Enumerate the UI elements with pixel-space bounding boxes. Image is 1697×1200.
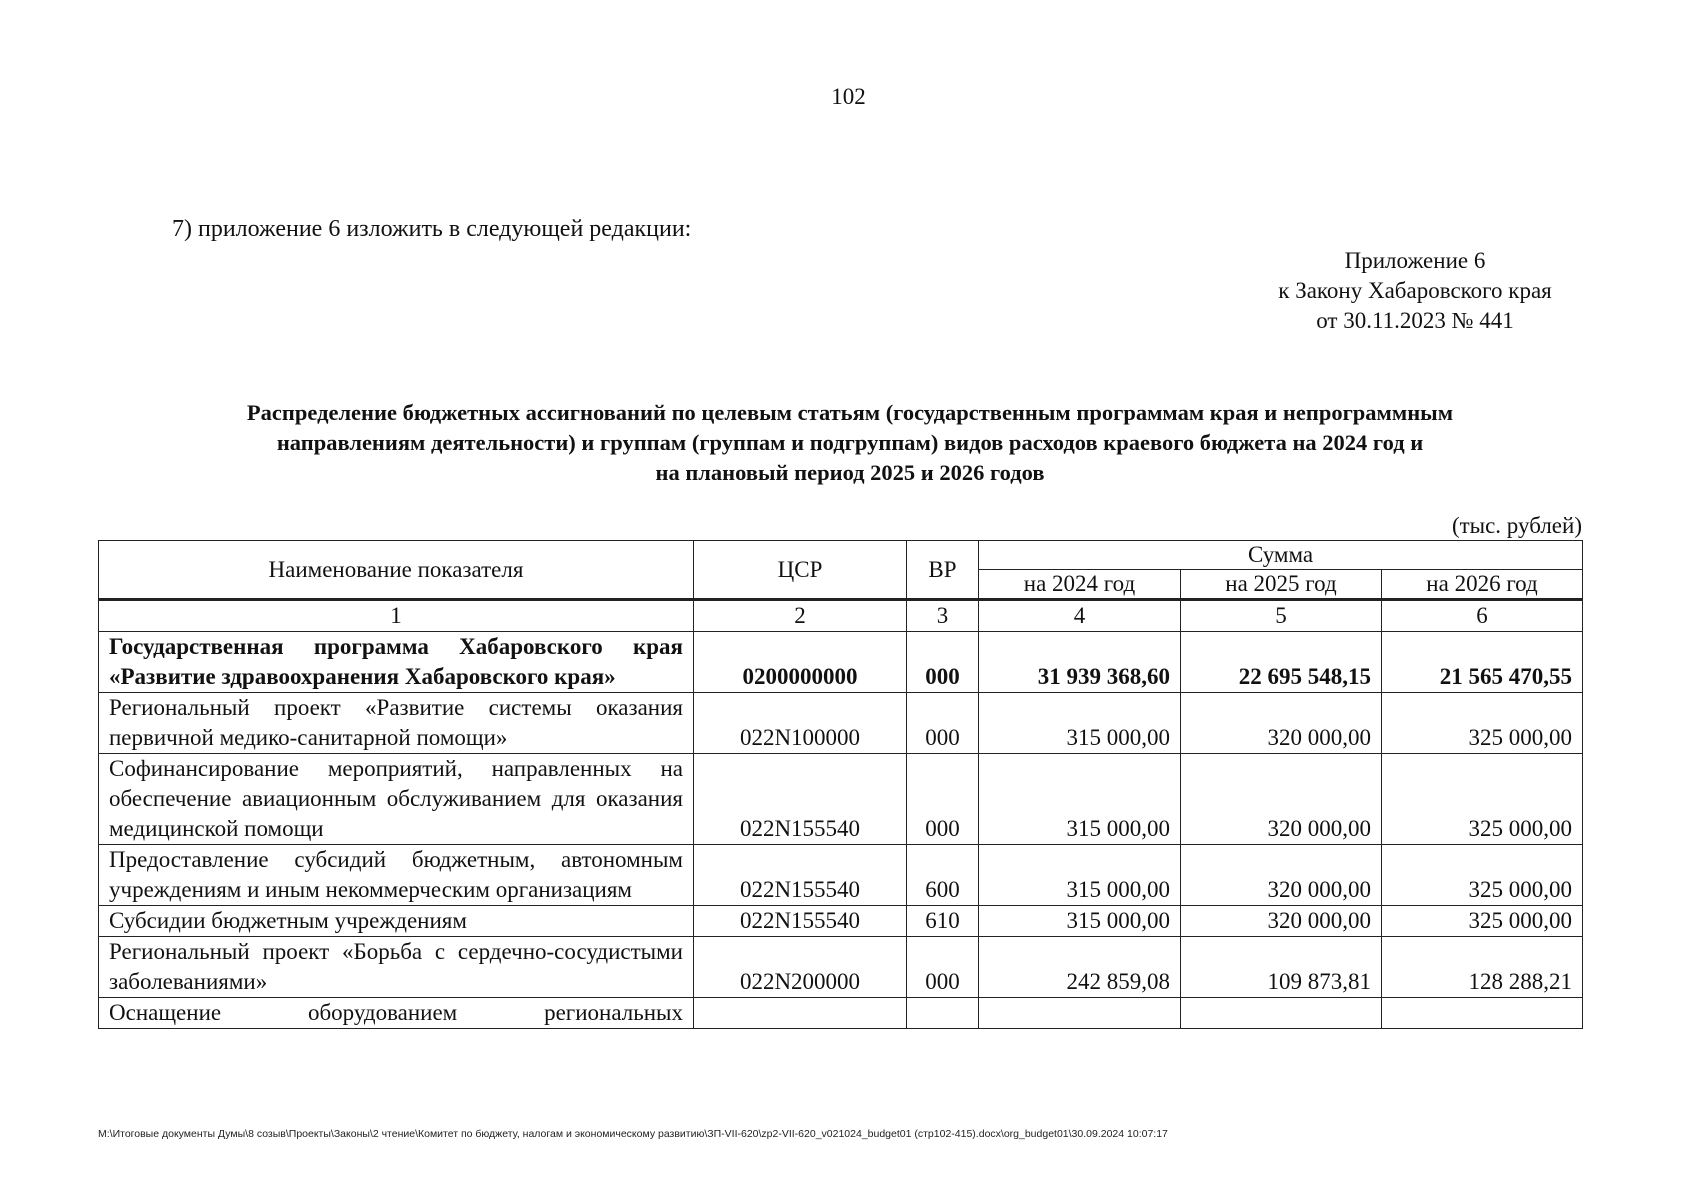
appendix-reference — [1230, 246, 1600, 336]
row-vr: 000 — [907, 693, 979, 754]
appendix-ref-line1: Приложение 6 — [1344, 248, 1486, 273]
row-vr: 000 — [907, 754, 979, 845]
column-number: 2 — [694, 600, 907, 632]
row-amount-2025: 320 000,00 — [1181, 693, 1382, 754]
row-name: Государственная программа Хабаровского края «Развитие здравоохранения Хабаровского края» — [99, 632, 694, 693]
column-number: 5 — [1181, 600, 1382, 632]
column-number: 3 — [907, 600, 979, 632]
row-amount-2024: 315 000,00 — [979, 906, 1181, 937]
row-amount-2025: 109 873,81 — [1181, 937, 1382, 998]
row-amount-2026: 325 000,00 — [1382, 906, 1583, 937]
header-vr: ВР — [907, 541, 979, 600]
appendix-ref-line2: к Закону Хабаровского края — [1278, 278, 1552, 303]
row-name: Софинансирование мероприятий, направленных на обеспечение авиационным обслуживанием для оказания медицинской помощи — [99, 754, 694, 845]
row-amount-2026: 325 000,00 — [1382, 693, 1583, 754]
header-sum: Сумма — [979, 541, 1583, 570]
table-row — [99, 754, 1583, 845]
header-year-2025: на 2025 год — [1181, 570, 1382, 600]
row-amount-2024: 315 000,00 — [979, 693, 1181, 754]
table-row — [99, 845, 1583, 906]
header-year-2024: на 2024 год — [979, 570, 1181, 600]
row-amount-2026: 128 288,21 — [1382, 937, 1583, 998]
row-amount-2024 — [979, 998, 1181, 1029]
header-name: Наименование показателя — [99, 541, 694, 600]
table-row — [99, 693, 1583, 754]
row-amount-2026: 325 000,00 — [1382, 845, 1583, 906]
row-amount-2025: 320 000,00 — [1181, 845, 1382, 906]
header-year-2026: на 2026 год — [1382, 570, 1583, 600]
row-amount-2026: 325 000,00 — [1382, 754, 1583, 845]
row-amount-2025: 320 000,00 — [1181, 906, 1382, 937]
row-csr — [694, 998, 907, 1029]
column-number: 4 — [979, 600, 1181, 632]
intro-text: 7) приложение 6 изложить в следующей редакции: — [172, 216, 692, 242]
document-title — [120, 398, 1580, 488]
table-row — [99, 998, 1583, 1029]
table-row — [99, 632, 1583, 693]
row-amount-2025: 320 000,00 — [1181, 754, 1382, 845]
unit-label: (тыс. рублей) — [1451, 513, 1582, 538]
row-amount-2024: 242 859,08 — [979, 937, 1181, 998]
row-csr: 022N155540 — [694, 754, 907, 845]
row-amount-2024: 315 000,00 — [979, 845, 1181, 906]
column-number: 1 — [99, 600, 694, 632]
row-name: Предоставление субсидий бюджетным, автономным учреждениям и иным некоммерческим организациям — [99, 845, 694, 906]
title-line2: направлениям деятельности) и группам (группам и подгруппам) видов расходов краевого бюджета на 2024 год и — [276, 430, 1424, 455]
row-vr: 600 — [907, 845, 979, 906]
page-number: 102 — [831, 84, 866, 109]
header-csr: ЦСР — [694, 541, 907, 600]
appendix-ref-line3: от 30.11.2023 № 441 — [1316, 308, 1514, 333]
row-csr: 0200000000 — [694, 632, 907, 693]
row-amount-2025: 22 695 548,15 — [1181, 632, 1382, 693]
row-csr: 022N155540 — [694, 845, 907, 906]
column-number-row — [99, 600, 1583, 632]
row-amount-2026: 21 565 470,55 — [1382, 632, 1583, 693]
row-csr: 022N100000 — [694, 693, 907, 754]
row-vr — [907, 998, 979, 1029]
column-number: 6 — [1382, 600, 1583, 632]
row-amount-2024: 315 000,00 — [979, 754, 1181, 845]
row-amount-2024: 31 939 368,60 — [979, 632, 1181, 693]
row-name: Региональный проект «Развитие системы оказания первичной медико-санитарной помощи» — [99, 693, 694, 754]
table-row — [99, 937, 1583, 998]
row-vr: 000 — [907, 632, 979, 693]
row-amount-2025 — [1181, 998, 1382, 1029]
table-row — [99, 906, 1583, 937]
row-vr: 000 — [907, 937, 979, 998]
footer-file-path: M:\Итоговые документы Думы\8 созыв\Проекты\Законы\2 чтение\Комитет по бюджету, налогам и экономическому развитию\ЗП-VII-620\zp2-VII-620_v021024_budget01 (стр102-415).docx\org_budget01\30.09.2024 10:07:17 — [98, 1128, 1168, 1140]
row-csr: 022N200000 — [694, 937, 907, 998]
budget-table — [98, 540, 1583, 1029]
title-line3: на плановый период 2025 и 2026 годов — [655, 460, 1045, 485]
row-csr: 022N155540 — [694, 906, 907, 937]
row-vr: 610 — [907, 906, 979, 937]
row-name: Оснащение оборудованием региональных — [99, 998, 694, 1029]
row-name: Региональный проект «Борьба с сердечно-сосудистыми заболеваниями» — [99, 937, 694, 998]
row-amount-2026 — [1382, 998, 1583, 1029]
row-name: Субсидии бюджетным учреждениям — [99, 906, 694, 937]
title-line1: Распределение бюджетных ассигнований по целевым статьям (государственным программам края и непрограммным — [246, 400, 1454, 425]
